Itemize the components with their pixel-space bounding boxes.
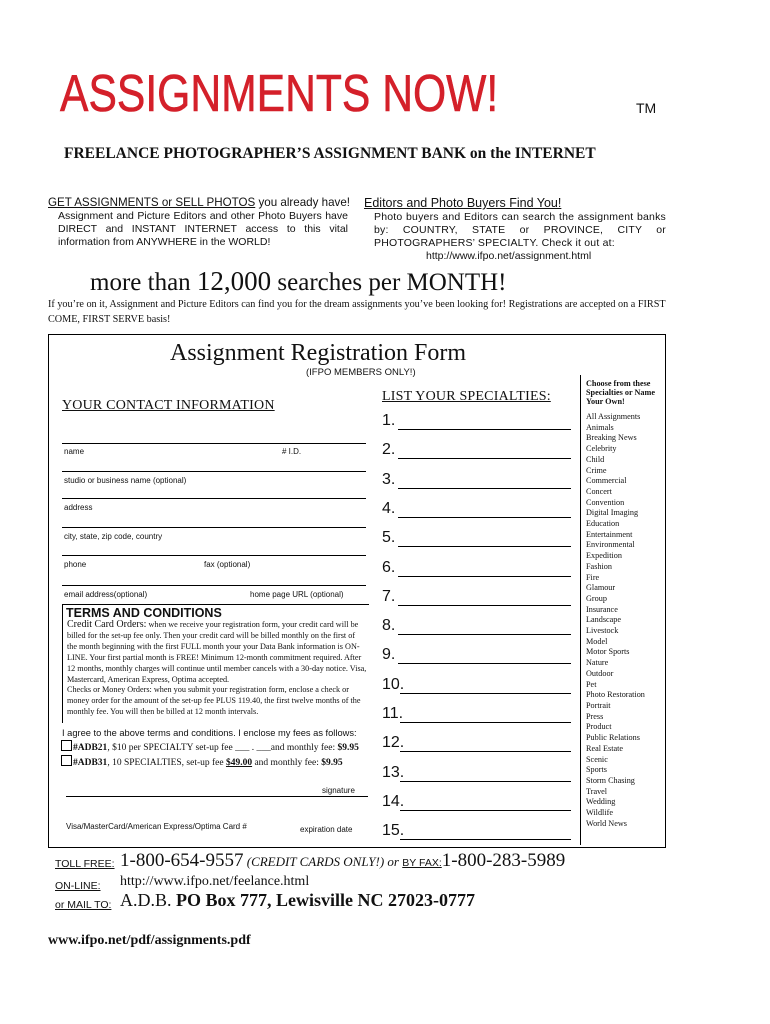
option1-text: , $10 per SPECIALTY set-up fee ___ . ___and monthly fee: (107, 743, 338, 753)
option1-fee: $9.95 (337, 743, 359, 753)
specialty-option: Sports (586, 765, 607, 775)
specialty-number: 11. (382, 705, 404, 722)
specialty-option: Fire (586, 572, 600, 582)
left-column (48, 196, 348, 249)
specialty-input-line[interactable] (398, 576, 571, 577)
phone-line (120, 850, 565, 872)
specialty-option: Livestock (586, 626, 619, 636)
online-label: ON-LINE: (55, 880, 101, 892)
specialty-input-line[interactable] (398, 488, 571, 489)
fax-number[interactable]: 1-800-283-5989 (441, 850, 566, 871)
phone-line[interactable] (62, 555, 366, 556)
specialty-number: 9. (382, 646, 396, 663)
specialties-title: LIST YOUR SPECIALTIES: (382, 389, 551, 404)
specialty-number: 4. (382, 500, 396, 517)
option-adb21 (61, 740, 359, 753)
specialty-option: Nature (586, 658, 609, 668)
specialty-number: 14. (382, 793, 405, 810)
name-label: name (64, 447, 85, 456)
left-column-text: Assignment and Picture Editors and other Photo Buyers have DIRECT and INSTANT INTERNET access to this vital information from ANYWHERE in the WORLD! (58, 210, 348, 248)
specialty-option: Portrait (586, 700, 611, 710)
specialty-option: Real Estate (586, 743, 624, 753)
choose-title: Choose from these Specialties or Name Your Own! (586, 379, 655, 406)
specialty-option: Outdoor (586, 668, 614, 678)
city-label: city, state, zip code, country (64, 532, 163, 541)
specialty-option: Education (586, 519, 620, 529)
signature-label: signature (322, 786, 355, 795)
right-column-url: http://www.ifpo.net/assignment.html (426, 250, 592, 262)
contact-title: YOUR CONTACT INFORMATION (62, 398, 275, 413)
online-url[interactable]: http://www.ifpo.net/feelance.html (120, 874, 310, 889)
terms-text (67, 620, 367, 718)
checkbox-adb31[interactable] (61, 755, 72, 766)
specialty-input-line[interactable] (398, 458, 571, 459)
specialty-option: Press (586, 711, 604, 721)
intro-text: If you’re on it, Assignment and Picture Editors can find you for the dream assignments you’ve been looking for! Registrations are accepted on a FIRST COME, FIRST SERVE basis! (48, 299, 666, 325)
terms-cc-label: Credit Card Orders: (67, 619, 147, 630)
specialty-option: Scenic (586, 754, 608, 764)
specialty-option: Photo Restoration (586, 690, 645, 700)
left-column-heading (48, 196, 348, 209)
specialty-option: Fashion (586, 561, 612, 571)
option2-code: #ADB31 (73, 758, 108, 768)
specialty-option: Concert (586, 486, 612, 496)
fax-label: BY FAX: (402, 857, 442, 869)
address-line[interactable] (62, 498, 366, 499)
specialty-number: 8. (382, 617, 396, 634)
toll-number[interactable]: 1-800-654-9557 (120, 850, 244, 871)
studio-label: studio or business name (optional) (64, 476, 187, 485)
right-column-heading: Editors and Photo Buyers Find You! (364, 196, 562, 210)
terms-checks: Checks or Money Orders: when you submit your registration form, enclose a check or money order for the amount of the set-up fee PLUS 119.40, the first twelve months of the monthly fee. You will then be billed at 12 month intervals. (67, 685, 361, 717)
right-column (364, 196, 666, 263)
email-label: email address(optional) (64, 590, 148, 599)
expiration-label: expiration date (300, 825, 353, 834)
specialty-input-line[interactable] (400, 810, 571, 811)
mail-label: or MAIL TO: (55, 899, 112, 911)
specialty-option: Wedding (586, 797, 616, 807)
specialty-option: Celebrity (586, 444, 617, 454)
cc-only-note: (CREDIT CARDS ONLY!) or (243, 854, 403, 869)
left-heading-underlined: GET ASSIGNMENTS or SELL PHOTOS (48, 196, 256, 209)
specialty-options (586, 412, 645, 829)
specialty-option: Landscape (586, 615, 622, 625)
agree-statement: I agree to the above terms and conditions. I enclose my fees as follows: (62, 728, 357, 738)
left-heading-rest: you already have! (255, 196, 350, 209)
terms-cc-text: when we receive your registration form, your credit card will be billed for the set-up fee only. Then your credit card will be billed monthly on the first of the month beginning with the first FULL month your your Data Bank information is ON-LINE. Your first partial month is FREE! Minimum 12-month commitment required. After 12 months, monthly charges will continue until member cancels with a 30-day notice. Visa, Mastercard, American Express, Optima accepted. (67, 620, 367, 684)
specialty-input-line[interactable] (400, 722, 571, 723)
fax-label: fax (optional) (204, 560, 251, 569)
right-column-text: Photo buyers and Editors can search the assignment banks by: COUNTRY, STATE or PROVINCE, CITY or PHOTOGRAPHERS’ SPECIALTY. Check it out at: (374, 211, 666, 249)
card-label: Visa/MasterCard/American Express/Optima Card # (66, 822, 247, 831)
specialty-option: Digital Imaging (586, 508, 639, 518)
name-line[interactable] (62, 443, 366, 444)
option2-fee: $9.95 (321, 758, 343, 768)
specialty-option: Motor Sports (586, 647, 630, 657)
specialty-option: Pet (586, 679, 597, 689)
specialty-input-line[interactable] (400, 693, 571, 694)
checkbox-adb21[interactable] (61, 740, 72, 751)
specialty-option: Convention (586, 497, 625, 507)
specialty-input-line[interactable] (398, 605, 571, 606)
logo-title: ASSIGNMENTS NOW! (60, 65, 499, 123)
specialty-option: Model (586, 636, 608, 646)
mail-prefix: A.D.B. (120, 890, 177, 910)
headline-part3: per MONTH! (362, 269, 507, 296)
specialty-option: Storm Chasing (586, 775, 635, 785)
specialty-input-line[interactable] (398, 429, 571, 430)
phone-label: phone (64, 560, 87, 569)
city-line[interactable] (62, 527, 366, 528)
email-line[interactable] (62, 585, 366, 586)
option1-code: #ADB21 (73, 743, 108, 753)
form-title: Assignment Registration Form (170, 340, 466, 366)
specialty-option: Crime (586, 465, 607, 475)
pdf-link[interactable]: www.ifpo.net/pdf/assignments.pdf (48, 933, 251, 948)
specialty-option: All Assignments (586, 412, 641, 421)
headline-number: 12,000 (196, 266, 272, 296)
specialty-option: Insurance (586, 604, 618, 614)
specialty-option: World News (586, 818, 627, 828)
specialty-input-line[interactable] (400, 751, 571, 752)
specialty-input-line[interactable] (398, 517, 571, 518)
specialty-input-line[interactable] (400, 781, 571, 782)
signature-line[interactable] (66, 796, 368, 797)
specialty-number: 3. (382, 471, 396, 488)
specialty-number: 5. (382, 529, 396, 546)
headline-part2: searches (271, 269, 363, 296)
specialty-option: Animals (586, 422, 614, 432)
specialty-number: 1. (382, 412, 396, 429)
homepage-label: home page URL (optional) (250, 590, 344, 599)
mail-street: PO Box 777, Lewisville NC 27023-0777 (176, 890, 476, 910)
subtitle: FREELANCE PHOTOGRAPHER’S ASSIGNMENT BANK on the INTERNET (64, 145, 596, 162)
specialty-option: Breaking News (586, 433, 637, 443)
option2-text: , 10 SPECIALTIES, set-up fee (107, 758, 226, 768)
id-label: # I.D. (282, 447, 302, 456)
specialty-option: Child (586, 454, 605, 464)
members-note: (IFPO MEMBERS ONLY!) (306, 367, 416, 378)
specialty-number: 7. (382, 588, 396, 605)
specialty-option: Environmental (586, 540, 635, 550)
specialty-number: 13. (382, 764, 405, 781)
studio-line[interactable] (62, 471, 366, 472)
option2-setup: $49.00 (225, 758, 253, 768)
option-adb31 (61, 755, 343, 768)
specialty-option: Wildlife (586, 808, 613, 818)
specialty-option: Travel (586, 786, 608, 796)
option2-mid: and monthly fee: (252, 758, 322, 768)
trademark: TM (636, 100, 657, 116)
mail-address (120, 890, 475, 911)
specialty-number: 10. (382, 676, 405, 693)
specialty-number: 6. (382, 559, 396, 576)
specialty-number: 2. (382, 441, 396, 458)
address-label: address (64, 503, 93, 512)
specialty-option: Product (586, 722, 612, 732)
specialty-option: Public Relations (586, 733, 640, 743)
headline-part1: more than (90, 269, 197, 296)
toll-free-label: TOLL FREE: (55, 858, 115, 870)
specialty-option: Group (586, 593, 607, 603)
specialty-option: Expedition (586, 551, 622, 561)
specialty-input-line[interactable] (398, 663, 571, 664)
specialty-input-line[interactable] (400, 839, 571, 840)
specialty-input-line[interactable] (398, 546, 571, 547)
specialty-input-line[interactable] (398, 634, 571, 635)
specialty-option: Entertainment (586, 529, 633, 539)
specialty-option: Commercial (586, 476, 627, 486)
specialty-number: 15. (382, 822, 405, 839)
specialty-option: Glamour (586, 583, 616, 593)
specialty-number: 12. (382, 734, 405, 751)
terms-credit-card (67, 620, 367, 685)
terms-title: TERMS AND CONDITIONS (66, 606, 222, 620)
headline (90, 266, 507, 297)
